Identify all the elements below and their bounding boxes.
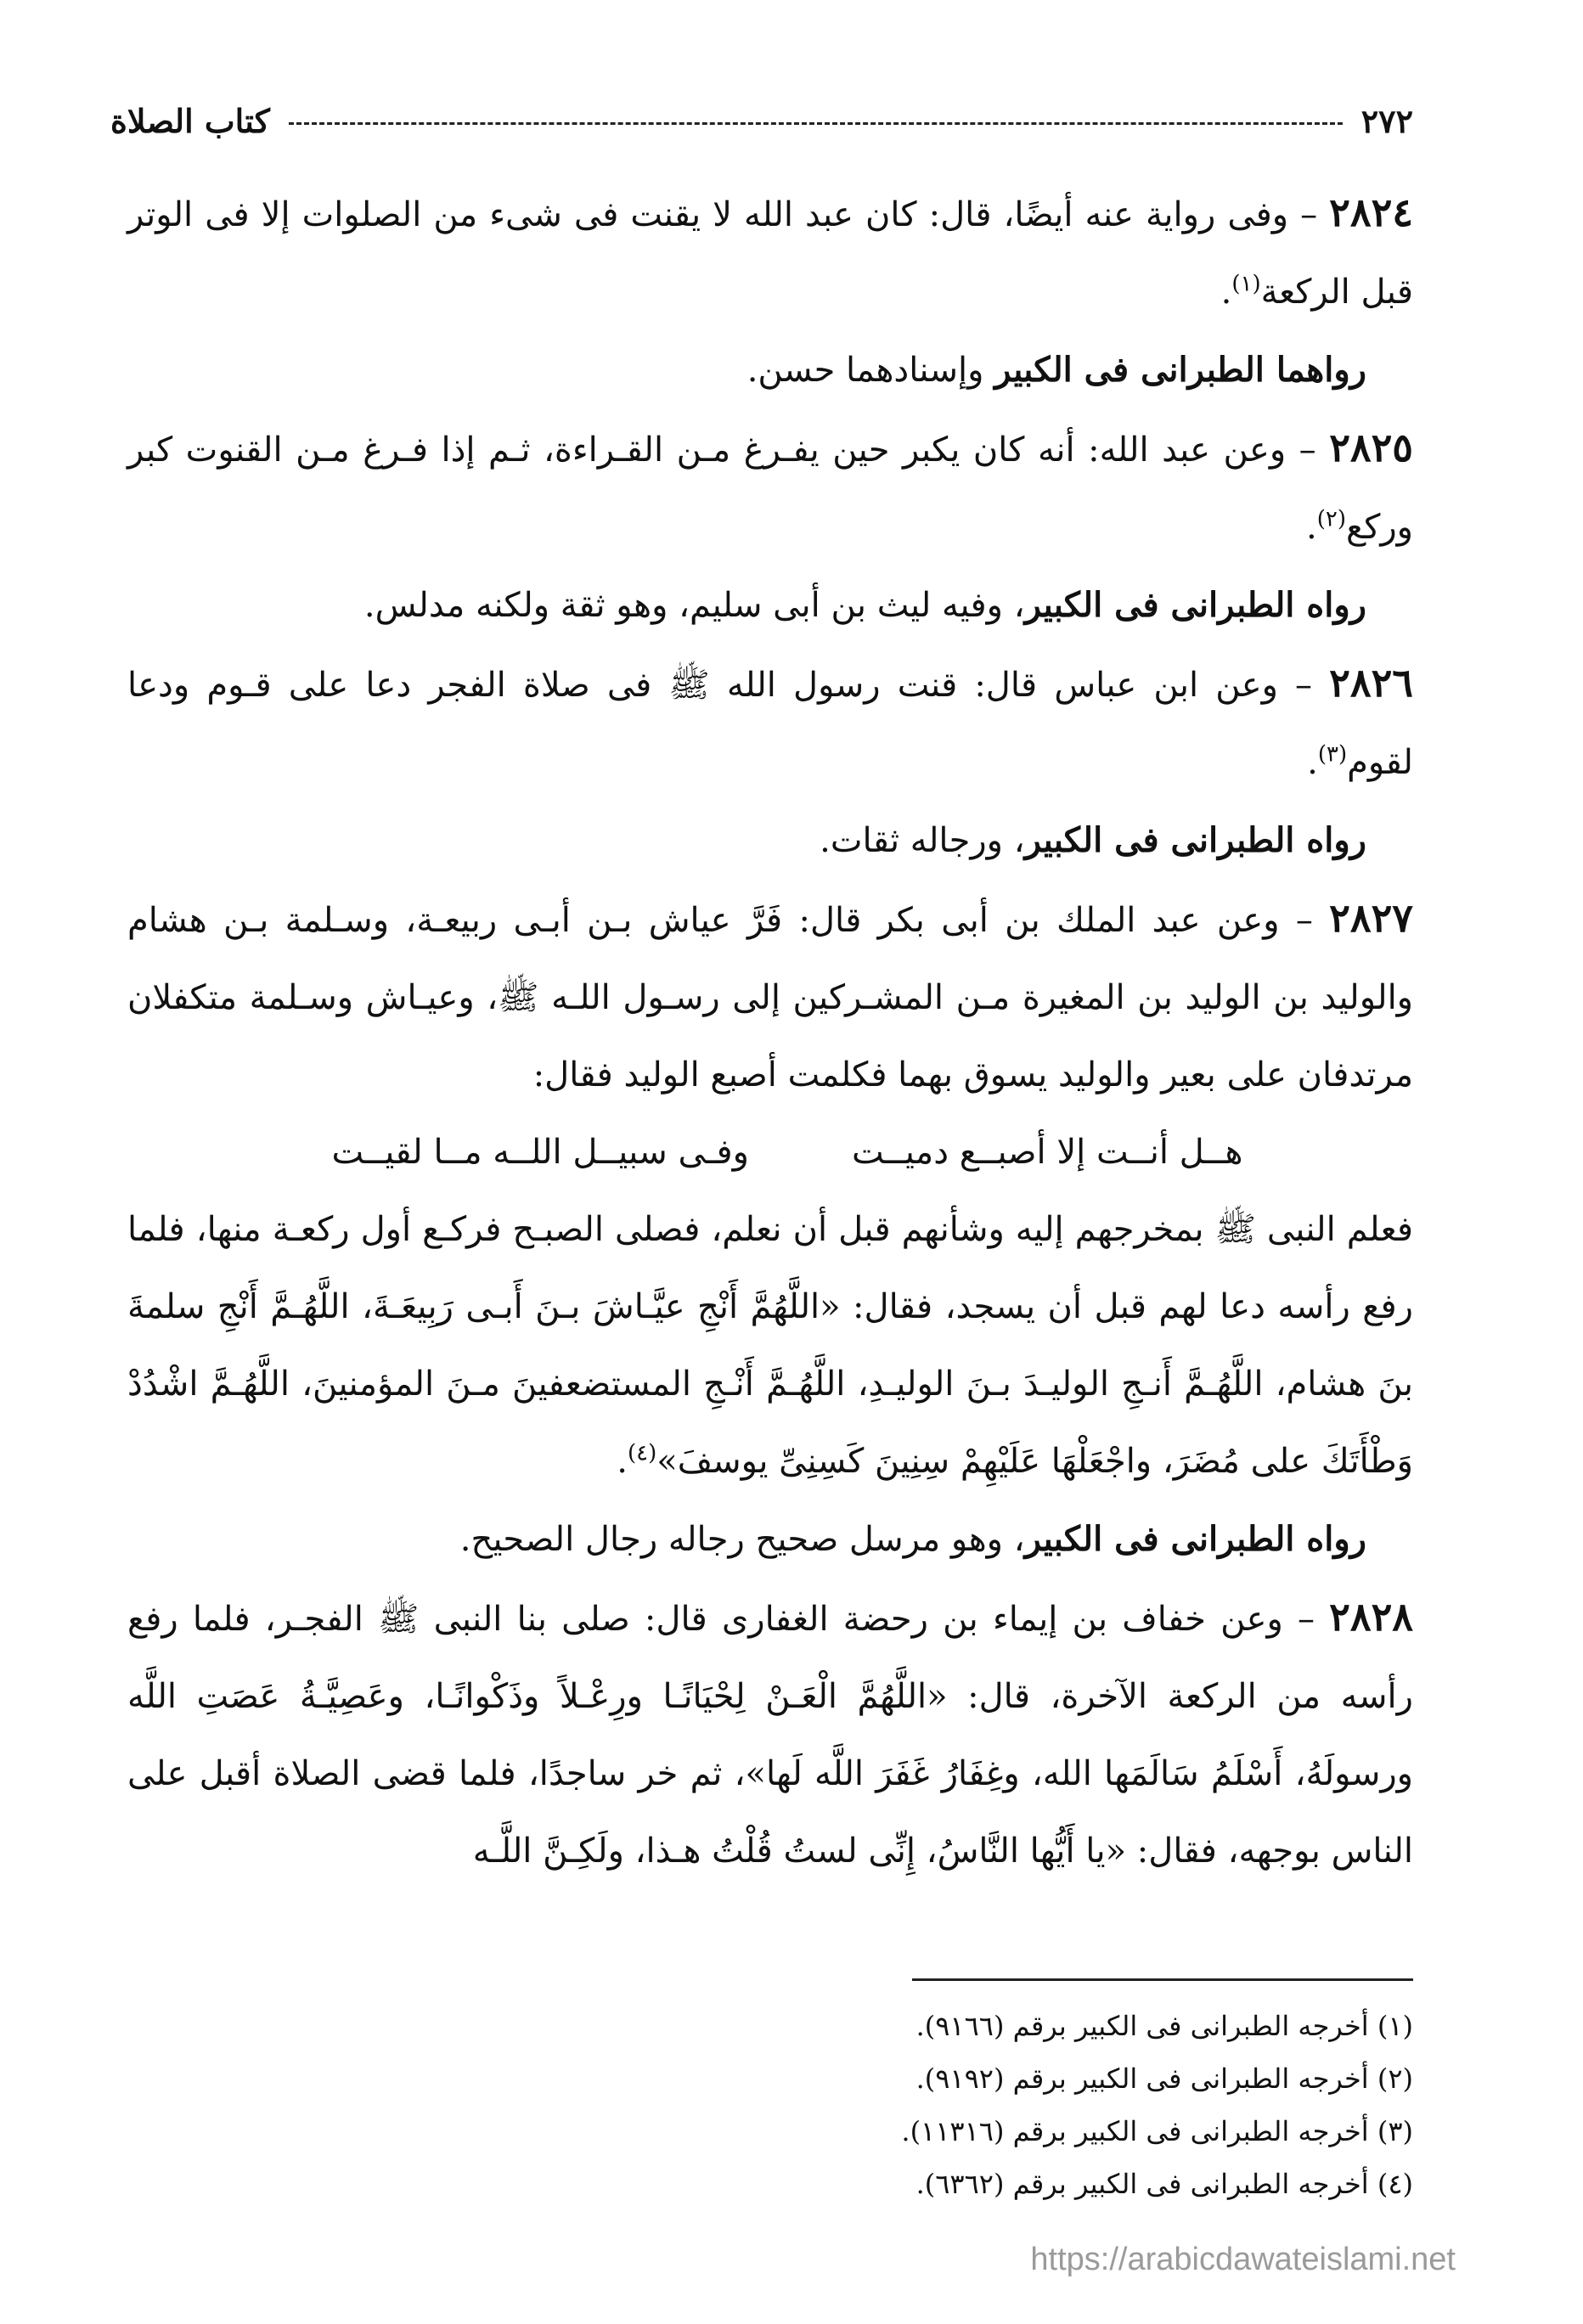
hadith-text: فعلم النبى ﷺ بمخرجهم إليه وشأنهم قبل أن نعلم، فصلى الصبـح فركـع أول ركعـة منها، فلما رفع رأسه دعا لهم قبل أن يسجد، فقال: «اللَّهُمَّ أَنْجِ عيَّـاشَ بـنَ أَبـى رَبِيعَـةَ، اللَّهُـمَّ أَنْجِ سلمةَ بنَ هشام، اللَّهُـمَّ أَنـجِ الوليـدَ بـنَ الوليـدِ، اللَّهُـمَّ أَنْـجِ المستضعفينَ مـنَ المؤمنينَ، اللَّهُـمَّ اشْدُدْ وَطْأَتَكَ على مُضَرَ، واجْعَلْهَا عَلَيْهِمْ سِنِينَ كَسِنِىِّ يوسفَ»: [127, 1210, 1413, 1481]
hadith-number: ٢٨٢٧: [1329, 895, 1413, 941]
footnote-1: (١) أخرجه الطبرانى فى الكبير برقم (٩١٦٦).: [915, 2010, 1413, 2042]
hadith-2827: [127, 880, 1413, 1114]
footnote-2: (٢) أخرجه الطبرانى فى الكبير برقم (٩١٩٢).: [915, 2062, 1413, 2095]
book-title: كتاب الصلاة: [110, 101, 270, 140]
hadith-text: – وعن عبد الملك بن أبى بكر قال: فَرَّ عياش بـن أبـى ربيعـة، وسـلمة بـن هشام والوليد بن الوليد بن المغيرة مـن المشـركين إلى رسـول اللـه ﷺ، وعيـاش وسـلمة متكفلان مرتدفان على بعير والوليد يسوق بهما فكلمت أصبع الوليد فقال:: [127, 901, 1413, 1094]
hadith-number: ٢٨٢٦: [1329, 660, 1413, 706]
hadith-tail: .: [1220, 273, 1232, 312]
verse-hemistich-2: وفـى سبيــل اللــه مــا لقيــت: [331, 1133, 749, 1172]
hadith-text: – وعن ابن عباس قال: قنت رسول الله ﷺ فى صلاة الفجر دعا على قـوم ودعا لقوم: [127, 666, 1413, 782]
hadith-text: – وعن خفاف بن إيماء بن رحضة الغفارى قال: صلى بنا النبى ﷺ الفجـر، فلما رفع رأسه من الركعة الآخرة، قال: «اللَّهُمَّ الْعَـنْ لِحْيَانًـا ورِعْـلاً وذَكْوانًـا، وعَصِيَّـةُ عَصَتِ اللَّه ورسولَهُ، أَسْلَمُ سَالَمَها الله، وغِفَارُ غَفَرَ اللَّه لَها»، ثم خر ساجدًا، فلما قضى الصلاة أقبل على الناس بوجهه، فقال: «يا أَيُّها النَّاسُ، إِنِّى لستُ قُلْتُ هـذا، ولَكِـنَّ اللَّـه: [127, 1600, 1413, 1871]
hadith-2827-source: [127, 1500, 1413, 1578]
source-comment: ، وفيه ليث بن أبى سليم، وهو ثقة ولكنه مدلس.: [363, 586, 1025, 625]
header-dashed-rule: [289, 122, 1343, 125]
hadith-text: – وعن عبد الله: أنه كان يكبر حين يفـرغ مـن القـراءة، ثـم إذا فـرغ مـن القنوت كبر وركع: [127, 430, 1413, 547]
hadith-tail: .: [1306, 508, 1317, 547]
page-number: ٢٧٢: [1360, 101, 1413, 140]
source-comment: ، وهو مرسل صحيح رجاله رجال الصحيح.: [459, 1520, 1025, 1559]
running-header: [110, 95, 1413, 146]
source-label: رواه الطبرانى فى الكبير: [1024, 1519, 1366, 1559]
hadith-number: ٢٨٢٤: [1329, 189, 1413, 235]
footnote-marker: (١): [1231, 271, 1261, 297]
verse-hemistich-1: هــل أنــت إلا أصبــع دميــت: [852, 1133, 1243, 1172]
hadith-2825-source: [127, 566, 1413, 644]
hadith-2827-continued: [127, 1191, 1413, 1500]
footnote-marker: (٤): [627, 1440, 657, 1466]
source-label: رواه الطبرانى فى الكبير: [1024, 585, 1366, 625]
hadith-2824: [127, 174, 1413, 331]
hadith-tail: .: [1307, 743, 1318, 782]
source-label: رواهما الطبرانى فى الكبير: [994, 350, 1366, 390]
source-comment: وإسنادهما حسن.: [746, 351, 995, 390]
footnote-4: (٤) أخرجه الطبرانى فى الكبير برقم (٦٣٦٢).: [915, 2168, 1413, 2200]
hadith-2826: [127, 644, 1413, 802]
footnote-separator: [912, 1978, 1413, 1981]
site-watermark: https://arabicdawateislami.net: [1030, 2242, 1456, 2277]
hadith-tail: .: [617, 1442, 628, 1481]
footnote-3: (٣) أخرجه الطبرانى فى الكبير برقم (١١٣١٦).: [901, 2115, 1413, 2147]
footnote-marker: (٣): [1317, 741, 1348, 768]
hadith-2825: [127, 409, 1413, 566]
footnote-marker: (٢): [1316, 506, 1347, 532]
source-comment: ، ورجاله ثقات.: [820, 821, 1025, 860]
poetry-verse: [127, 1114, 1413, 1191]
hadith-text: – وفى رواية عنه أيضًا، قال: كان عبد الله لا يقنت فى شىء من الصلوات إلا فى الوتر قبل الركعة: [127, 195, 1413, 312]
hadith-number: ٢٨٢٨: [1329, 1594, 1413, 1640]
hadith-2824-source: [127, 331, 1413, 409]
hadith-2828: [127, 1578, 1413, 1890]
source-label: رواه الطبرانى فى الكبير: [1024, 820, 1366, 860]
hadith-2826-source: [127, 802, 1413, 880]
footnotes-section: [127, 1978, 1413, 2210]
main-text: [127, 174, 1413, 1890]
hadith-number: ٢٨٢٥: [1329, 425, 1414, 470]
